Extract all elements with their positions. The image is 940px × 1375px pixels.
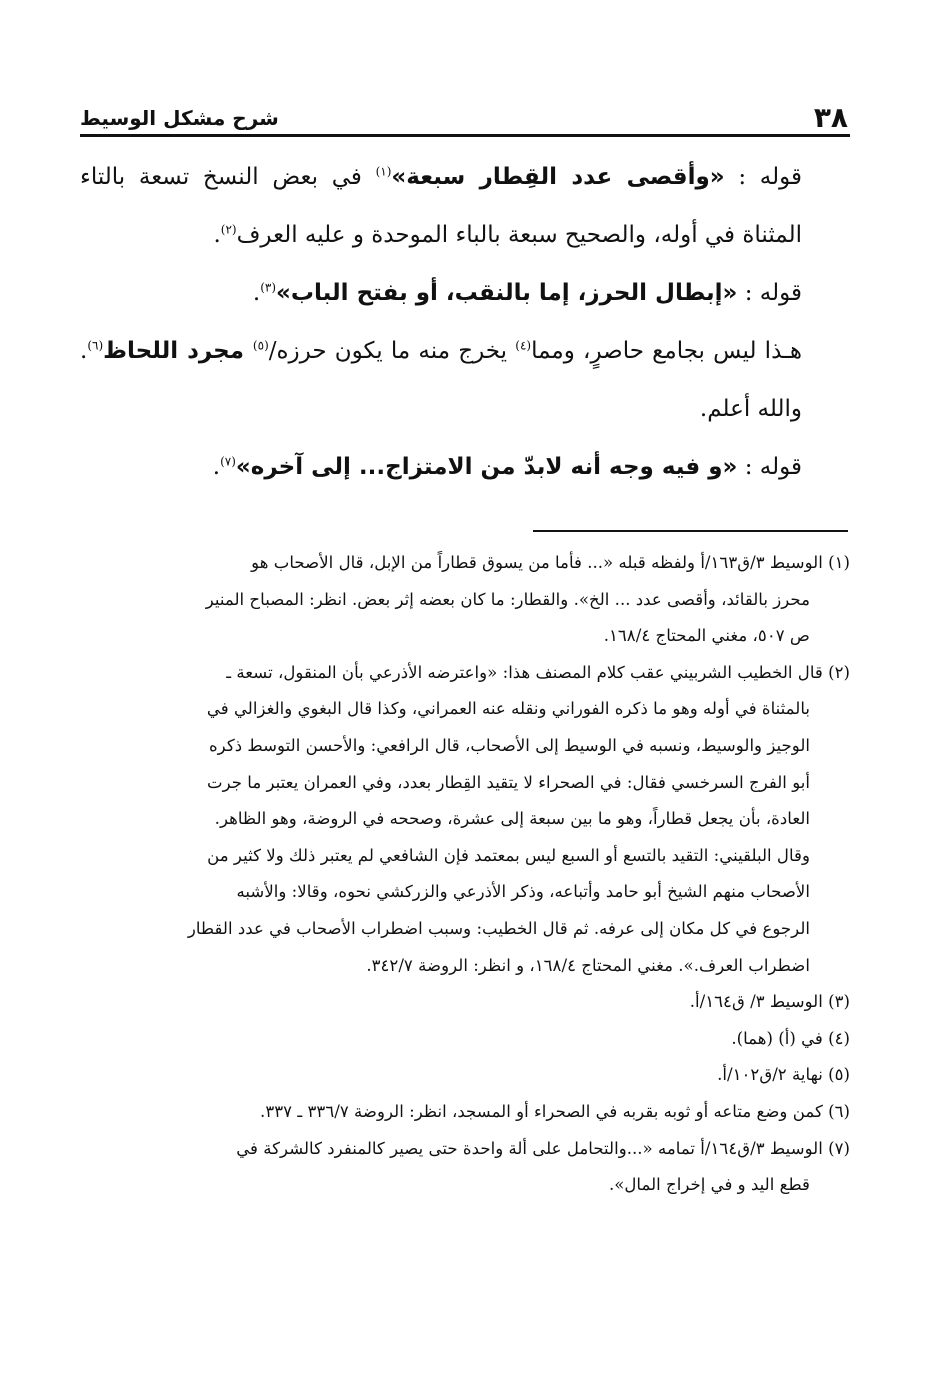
paragraph-text: . والله أعلم. [80,338,802,422]
footnote-line: (٥) نهاية ٢/ق١٠٢/أ. [717,1065,850,1085]
footnote-ref: (٢) [220,222,237,237]
footnote-ref: (٤) [515,338,532,353]
running-title: شرح مشكل الوسيط [80,106,279,130]
footnote-line: (٦) كمن وضع متاعه أو ثوبه بقربه في الصحراء أو المسجد، انظر: الروضة ٣٣٦/٧ ـ ٣٣٧. [260,1101,850,1121]
footnote-line: (٣) الوسيط ٣/ ق١٦٤/أ. [689,992,850,1012]
qawluhu-label: قوله : [737,454,802,480]
footnote-ref: (٧) [220,454,236,469]
footnote-line: الرجوع في كل مكان إلى عرفه. ثم قال الخطيب: وسبب اضطراب الأصحاب في عدد القطار [187,918,810,938]
paragraph-end: . [213,222,221,248]
footnote [80,1021,850,1058]
footnote-line: الوجيز والوسيط، ونسبه في الوسيط إلى الأصحاب، قال الرافعي: والأحسن التوسط ذكره [208,735,810,755]
footnote-line: (٧) الوسيط ٣/ق١٦٤/أ تمامه «...والتحامل على ألة واحدة حتى يصير كالمنفرد كالشركة في [236,1138,850,1158]
footnote-line: بالمثناة في أوله وهو ما ذكره الفوراني ونقله عنه العمراني، وكذا قال البغوي والغزالي في [206,699,810,719]
footnotes [80,545,850,1204]
footnote-line: (٢) قال الخطيب الشربيني عقب كلام المصنف هذا: «واعترضه الأذرعي بأن المنقول، تسعة ـ [226,662,850,682]
paragraph-text: في بعض النسخ تسعة بالتاء المثناة في أوله، والصحيح سبعة بالباء الموحدة و عليه العرف [80,164,802,248]
footnote-ref: (١) [375,164,392,179]
paragraph-3 [80,322,850,438]
footnote-ref: (٥) [252,338,269,353]
footnote-line: اضطراب العرف.». مغني المحتاج ١٦٨/٤، و انظر: الروضة ٣٤٢/٧. [366,955,810,975]
quoted-text: «و فيه وجه أنه لابدّ من الامتزاج... إلى آخره» [235,454,738,480]
footnote-ref: (٣) [260,280,277,295]
qawluhu-label: قوله : [737,280,802,306]
footnote-ref: (٦) [87,338,104,353]
paragraph-text: يخرج منه ما يكون حرزه/ [268,338,516,364]
footnote-line: الأصحاب منهم الشيخ أبو حامد وأتباعه، وذكر الأذرعي والزركشي نحوه، وقالا: والأشبه [236,882,810,902]
quoted-text: مجرد اللحاظ [103,338,253,364]
quoted-text: «إبطال الحرز، إما بالنقب، أو بفتح الباب» [276,280,738,306]
footnote-line: وقال البلقيني: التقيد بالتسع أو السبع ليس بمعتمد فإن الشافعي لم يعتبر ذلك ولا كثير من [207,845,810,865]
paragraph-text: هـذا ليس بجامع حاصرٍ، ومما [531,338,803,364]
page-header [80,100,848,136]
page-number: ٣٨ [813,101,848,134]
main-text [80,148,850,496]
paragraph-4 [80,438,850,496]
footnote [80,984,850,1021]
qawluhu-label: قوله : [724,164,802,190]
footnote-line: أبو الفرج السرخسي فقال: في الصحراء لا يتقيد القِطار بعدد، وفي العمران يعتبر ما جرت [206,772,810,792]
footnote [80,1094,850,1131]
footnote-line: ص ٥٠٧، مغني المحتاج ١٦٨/٤. [603,626,810,646]
footnote [80,1057,850,1094]
footnote [80,545,850,655]
footnote-line: (٤) في (أ) (هما). [731,1028,850,1048]
paragraph-1 [80,148,850,264]
paragraph-2 [80,264,850,322]
footnote [80,1131,850,1204]
footnote-line: قطع اليد و في إخراج المال». [608,1175,810,1195]
paragraph-end: . [212,454,221,480]
footnote-separator [533,530,848,532]
quoted-text: «وأقصى عدد القِطار سبعة» [391,164,725,190]
header-rule [80,134,850,137]
footnote-line: محرز بالقائد، وأقصى عدد ... الخ». والقطار: ما كان بعضه إثر بعض. انظر: المصباح المنير [205,589,810,609]
paragraph-end: . [252,280,261,306]
footnote [80,655,850,984]
footnote-line: (١) الوسيط ٣/ق١٦٣/أ ولفظه قبله «... فأما من يسوق قطاراً من الإبل، قال الأصحاب هو [251,553,850,572]
footnote-line: العادة، بأن يجعل قطاراً، وهو ما بين سبعة إلى عشرة، وصححه في الروضة، وهو الظاهر. [214,809,810,829]
